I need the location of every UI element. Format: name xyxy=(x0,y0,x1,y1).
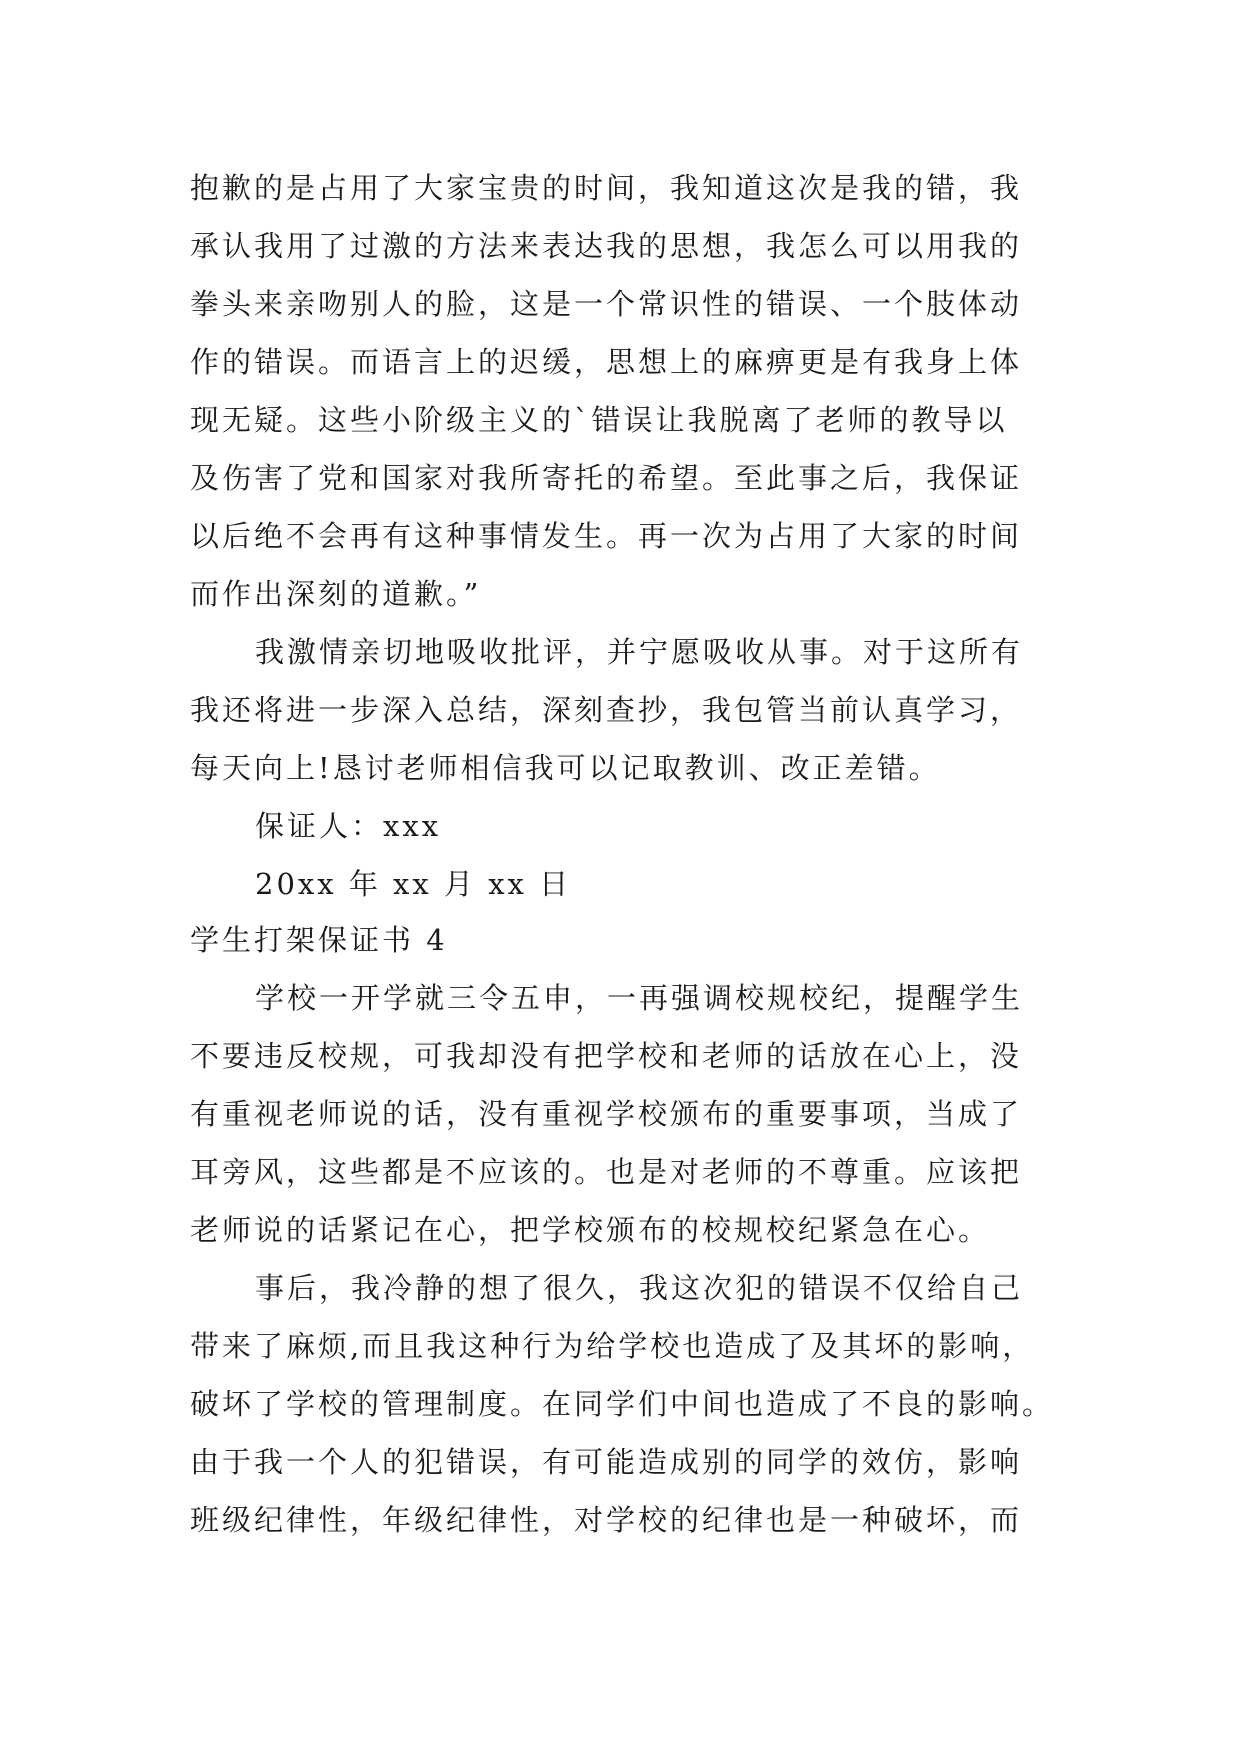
paragraph-line: 有重视老师说的话，没有重视学校颁布的重要事项，当成了 xyxy=(190,1097,1023,1131)
section-heading: 学生打架保证书 4 xyxy=(190,923,448,957)
paragraph-line: 老师说的话紧记在心，把学校颁布的校规校纪紧急在心。 xyxy=(190,1213,991,1247)
paragraph-line: 事后，我冷静的想了很久，我这次犯的错误不仅给自己 xyxy=(255,1271,1024,1305)
guarantor-line: 保证人：xxx xyxy=(255,809,442,843)
paragraph-line: 破坏了学校的管理制度。在同学们中间也造成了不良的影响。 xyxy=(190,1387,1055,1421)
paragraph-line: 不要违反校规，可我却没有把学校和老师的话放在心上，没 xyxy=(190,1039,1023,1073)
paragraph-line: 作的错误。而语言上的迟缓，思想上的麻痹更是有我身上体 xyxy=(190,345,1023,379)
paragraph-line: 抱歉的是占用了大家宝贵的时间，我知道这次是我的错，我 xyxy=(190,171,1023,205)
paragraph-line: 我激情亲切地吸收批评，并宁愿吸收从事。对于这所有 xyxy=(255,635,1024,669)
paragraph-line: 而作出深刻的道歉。” xyxy=(190,577,482,611)
paragraph-line: 我还将进一步深入总结，深刻查抄，我包管当前认真学习， xyxy=(190,693,1023,727)
paragraph-line: 以后绝不会再有这种事情发生。再一次为占用了大家的时间 xyxy=(190,519,1023,553)
paragraph-line: 拳头来亲吻别人的脸，这是一个常识性的错误、一个肢体动 xyxy=(190,287,1023,321)
paragraph-line: 由于我一个人的犯错误，有可能造成别的同学的效仿，影响 xyxy=(190,1445,1023,1479)
paragraph-line: 现无疑。这些小阶级主义的`错误让我脱离了老师的教导以 xyxy=(190,403,1008,437)
paragraph-line: 耳旁风，这些都是不应该的。也是对老师的不尊重。应该把 xyxy=(190,1155,1023,1189)
paragraph-line: 带来了麻烦,而且我这种行为给学校也造成了及其坏的影响， xyxy=(190,1329,1035,1363)
paragraph-line: 学校一开学就三令五申，一再强调校规校纪，提醒学生 xyxy=(255,981,1024,1015)
paragraph-line: 每天向上!恳讨老师相信我可以记取教训、改正差错。 xyxy=(190,751,941,785)
date-line: 20xx 年 xx 月 xx 日 xyxy=(255,867,572,901)
paragraph-line: 承认我用了过激的方法来表达我的思想，我怎么可以用我的 xyxy=(190,229,1023,263)
paragraph-line: 班级纪律性，年级纪律性，对学校的纪律也是一种破坏，而 xyxy=(190,1503,1023,1537)
paragraph-line: 及伤害了党和国家对我所寄托的希望。至此事之后，我保证 xyxy=(190,461,1023,495)
